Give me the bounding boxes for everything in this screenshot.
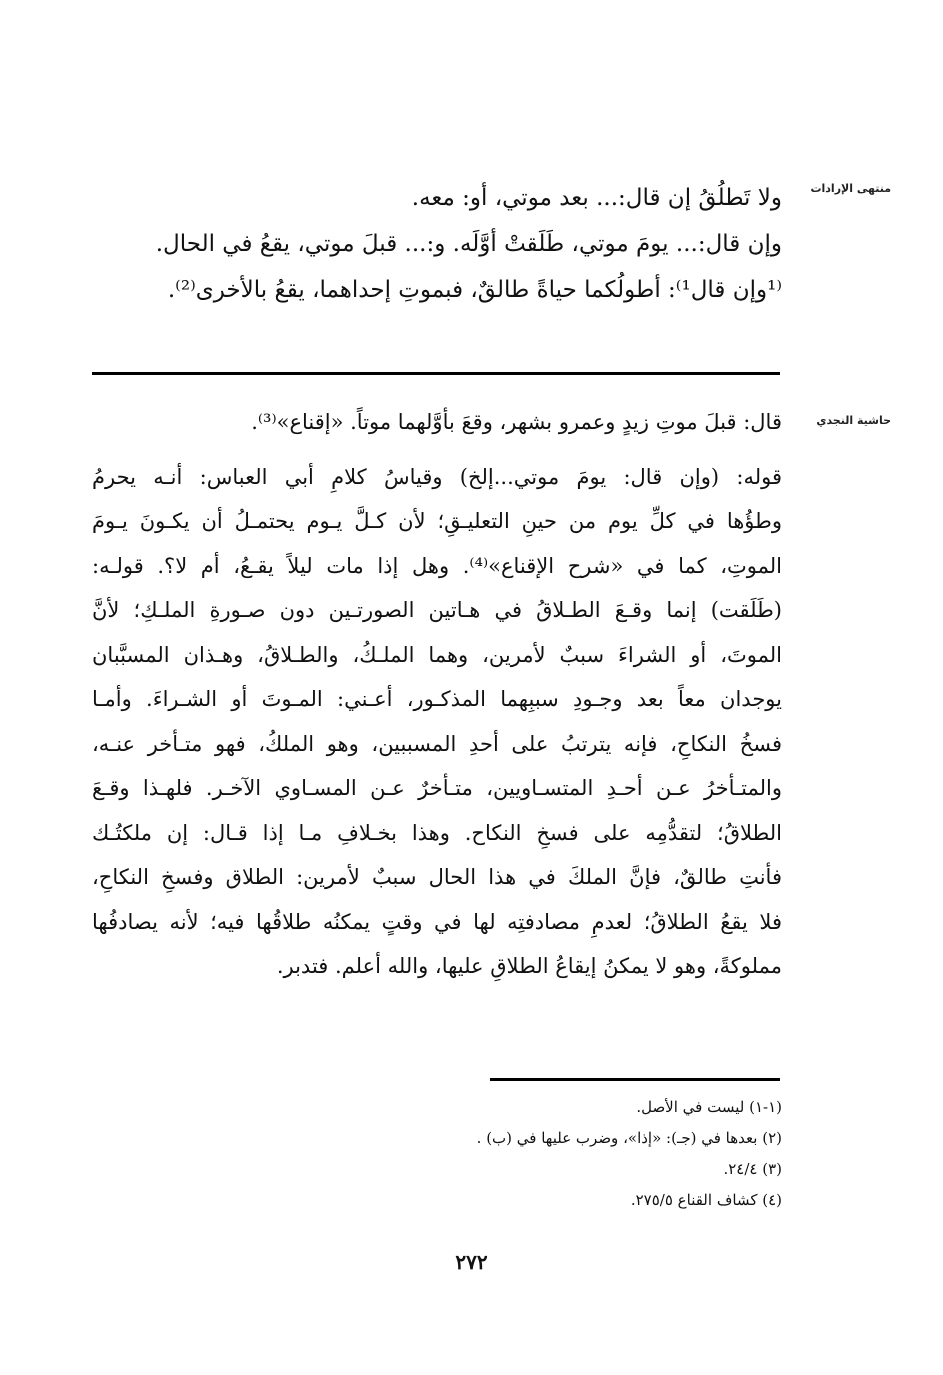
hashiya-line: مملوكةً، وهو لا يمكنُ إيقاعُ الطلاقِ عليها، والله أعلم. فتدبر. [276, 954, 782, 978]
hashiya-text [92, 400, 782, 989]
footnote: (٢) بعدها في (جـ): «إذا»، وضرب عليها في (ب) . [476, 1129, 782, 1147]
footnote: (١-١) ليست في الأصل. [636, 1098, 782, 1116]
hashiya-quote: قال: قبلَ موتِ زيدٍ وعمرو بشهر، وقعَ بأوَّلهما موتاً. «إقناع»⁽³⁾. [251, 410, 782, 434]
hashiya-line: الموتَ، أو الشراءَ سببٌ لأمرين، وهما الملـكُ، والطـلاقُ، وهـذان المسبَّبان [92, 642, 782, 667]
hashiya-line: الطلاقُ؛ لتقدُّمِه على فسخِ النكاح. وهذا بخـلافِ مـا إذا قـال: إن ملكتُـك [92, 820, 782, 845]
footnote: (٤) كشاف القناع ٢٧٥/٥. [630, 1191, 782, 1209]
hashiya-line: قوله: (وإن قال: يومَ موتي...إلخ) وقياسُ كلامِ أبي العباس: أنـه يحرمُ [92, 464, 782, 489]
matn-line: ولا تَطلُقُ إن قال:... بعد موتي، أو: معه. [411, 185, 782, 211]
side-label-hashiya: حاشية النجدي [816, 414, 891, 427]
hashiya-line: (طَلَقت) إنما وقـعَ الطـلاقُ في هـاتين الصورتـين دون صـورةِ الملـكِ؛ لأنَّ [92, 598, 782, 622]
matn-text [92, 180, 782, 318]
hashiya-line: فأنتِ طالقٌ، فإنَّ الملكَ في هذا الحال سببٌ لأمرين: الطلاق وفسخِ النكاحِ، [92, 865, 782, 889]
hashiya-line: فلا يقعُ الطلاقُ؛ لعدمِ مصادفتِه لها في وقتٍ يمكنُه طلاقُها فيه؛ لأنه يصادفُها [92, 909, 782, 934]
matn-line: ⁽¹وإن قال¹⁾: أطولُكما حياةً طالقٌ، فبموتِ إحداهما، يقعُ بالأخرى⁽²⁾. [167, 277, 782, 303]
matn-line: وإن قال:... يومَ موتي، طَلَقتْ أوَّلَه. و:... قبلَ موتي، يقعُ في الحال. [155, 231, 782, 257]
footnotes [300, 1092, 782, 1216]
side-label-matn: منتهى الإرادات [810, 182, 891, 195]
footnote: (٣) ٢٤/٤. [723, 1160, 782, 1178]
page-number: ٢٧٢ [455, 1250, 488, 1274]
hashiya-line: يوجدان معاً بعد وجـودِ سببِهما المذكـور، أعـني: المـوتَ أو الشـراءَ. وأمـا [92, 687, 782, 711]
hashiya-line: وطؤُها في كلِّ يوم من حينِ التعليـقِ؛ لأن كـلَّ يـوم يحتمـلُ أن يكـونَ يـومَ [92, 509, 782, 533]
section-divider [92, 372, 780, 375]
hashiya-line: الموتِ، كما في «شرح الإقناع»⁽⁴⁾. وهل إذا مات ليلاً يقـعُ، أم لا؟. قولـه: [92, 553, 782, 578]
hashiya-line: والمتـأخرُ عـن أحـدِ المتسـاويين، متـأخرٌ عـن المسـاوي الآخـر. فلهـذا وقـعَ [92, 776, 782, 800]
footnote-divider [490, 1078, 780, 1081]
hashiya-line: فسخُ النكاحِ، فإنه يترتبُ على أحدِ المسببين، وهو الملكُ، فهو متـأخر عنـه، [92, 731, 782, 756]
